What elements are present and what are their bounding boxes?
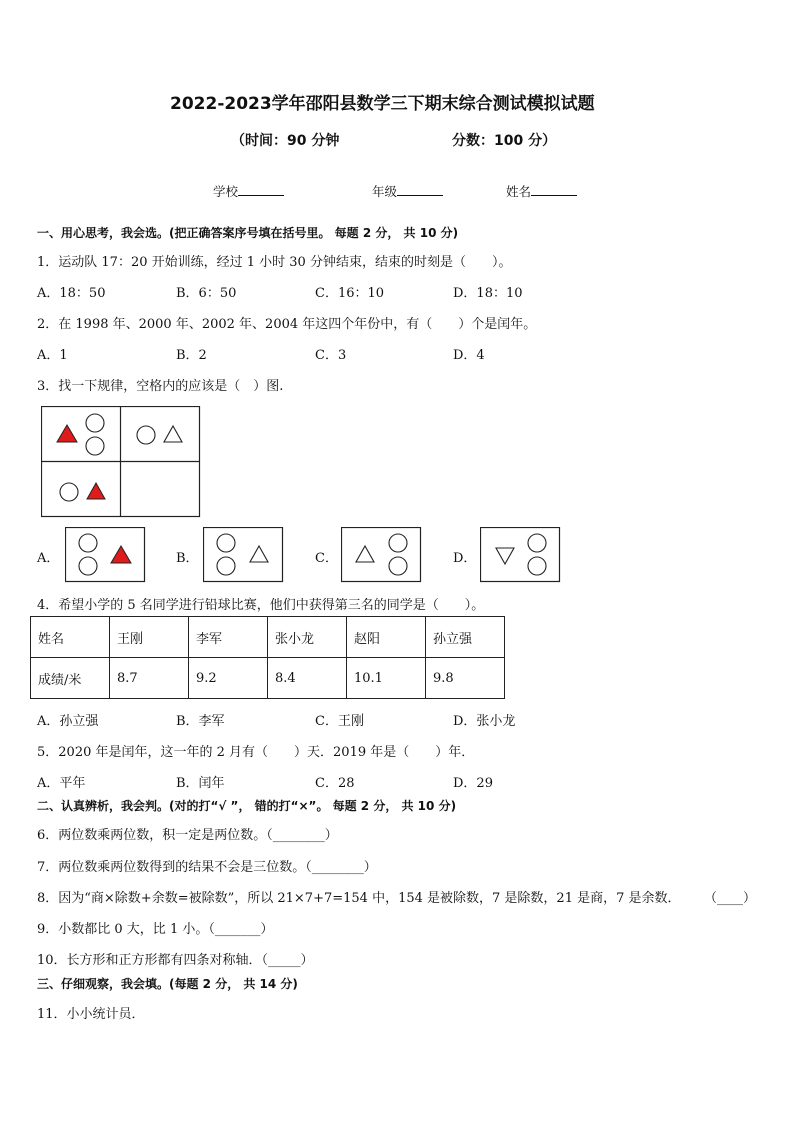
section3-heading: 三、仔细观察，我会填。(每题 2 分， 共 14 分) — [37, 977, 298, 991]
q1-option-d[interactable]: D．18：10 — [453, 286, 523, 301]
table-header-cell: 赵阳 — [347, 617, 426, 658]
exam-score: 分数：100 分） — [452, 133, 557, 149]
q3-option-d-label[interactable]: D． — [453, 551, 477, 566]
question-11: 11．小小统计员． — [37, 1007, 145, 1022]
q4-option-b[interactable]: B．李军 — [176, 714, 225, 729]
question-2: 2．在 1998 年、2000 年、2002 年、2004 年这四个年份中，有（ ）个是闰年。 — [37, 317, 537, 332]
q1-option-a[interactable]: A．18：50 — [37, 286, 106, 301]
table-header-cell: 李军 — [189, 617, 268, 658]
q1-option-b[interactable]: B．6：50 — [176, 286, 237, 301]
q5-option-d[interactable]: D．29 — [453, 776, 493, 791]
table-cell: 成绩/米 — [31, 658, 110, 699]
table-header-cell: 孙立强 — [426, 617, 505, 658]
q5-option-c[interactable]: C．28 — [315, 776, 355, 791]
q3-option-c-label[interactable]: C． — [315, 551, 338, 566]
table-cell: 8.7 — [110, 658, 189, 699]
q3-option-a-label[interactable]: A． — [37, 551, 60, 566]
triangle-icon — [250, 546, 268, 562]
question-4: 4．希望小学的 5 名同学进行铅球比赛，他们中获得第三名的同学是（ ）。 — [37, 598, 485, 613]
q2-option-b[interactable]: B．2 — [176, 348, 207, 363]
circle-icon — [528, 557, 546, 575]
q4-option-c[interactable]: C．王刚 — [315, 714, 364, 729]
q2-option-a[interactable]: A．1 — [37, 348, 68, 363]
q3-option-a-figure[interactable] — [65, 527, 146, 583]
question-3: 3．找一下规律，空格内的应该是（ ）图. — [37, 379, 284, 394]
triangle-red-icon — [57, 425, 77, 442]
section1-heading: 一、用心思考，我会选。(把正确答案序号填在括号里。 每题 2 分， 共 10 分) — [37, 226, 459, 240]
name-field — [506, 182, 577, 200]
grade-blank[interactable] — [397, 183, 443, 196]
question-7: 7．两位数乘两位数得到的结果不会是三位数。（________） — [37, 860, 377, 875]
circle-icon — [389, 557, 407, 575]
question-10: 10．长方形和正方形都有四条对称轴．（_____） — [37, 953, 314, 968]
triangle-icon — [164, 426, 182, 442]
name-label: 姓名 — [506, 184, 532, 199]
table-header-cell: 张小龙 — [268, 617, 347, 658]
circle-icon — [217, 557, 235, 575]
circle-icon — [217, 534, 235, 552]
question-5: 5．2020 年是闰年，这一年的 2 月有（ ）天．2019 年是（ ）年． — [37, 745, 475, 760]
pattern-grid — [41, 406, 201, 518]
q4-option-d[interactable]: D．张小龙 — [453, 714, 516, 729]
triangle-red-icon — [111, 546, 131, 563]
circle-icon — [86, 414, 104, 432]
school-field — [213, 182, 284, 200]
circle-icon — [137, 426, 155, 444]
school-blank[interactable] — [238, 183, 284, 196]
q4-option-a[interactable]: A．孙立强 — [37, 714, 99, 729]
q8-answer-blank[interactable]: （____） — [704, 891, 757, 906]
q2-option-d[interactable]: D．4 — [453, 348, 485, 363]
triangle-icon — [356, 546, 374, 562]
q5-option-b[interactable]: B．闰年 — [176, 776, 225, 791]
triangle-red-icon — [87, 483, 105, 499]
q1-option-c[interactable]: C．16：10 — [315, 286, 385, 301]
exam-time: （时间：90 分钟 — [231, 133, 340, 149]
q3-option-d-figure[interactable] — [480, 527, 561, 583]
table-header-row — [31, 617, 505, 658]
question-9: 9．小数都比 0 大，比 1 小。（_______） — [37, 922, 274, 937]
q3-option-c-figure[interactable] — [341, 527, 422, 583]
q3-option-b-figure[interactable] — [203, 527, 284, 583]
page-title: 2022-2023学年邵阳县数学三下期末综合测试模拟试题 — [170, 94, 595, 114]
q5-option-a[interactable]: A．平年 — [37, 776, 86, 791]
circle-icon — [60, 483, 78, 501]
circle-icon — [528, 534, 546, 552]
q2-option-c[interactable]: C．3 — [315, 348, 347, 363]
circle-icon — [79, 534, 97, 552]
table-cell: 9.2 — [189, 658, 268, 699]
school-label: 学校 — [213, 184, 239, 199]
q3-option-b-label[interactable]: B． — [176, 551, 199, 566]
score-table — [30, 616, 505, 699]
triangle-down-icon — [496, 548, 514, 564]
table-header-cell: 王刚 — [110, 617, 189, 658]
grade-label: 年级 — [372, 184, 398, 199]
table-cell: 10.1 — [347, 658, 426, 699]
grade-field — [372, 182, 443, 200]
table-row — [31, 658, 505, 699]
question-1: 1．运动队 17：20 开始训练，经过 1 小时 30 分钟结束，结束的时刻是（ ）。 — [37, 255, 512, 270]
question-6: 6．两位数乘两位数，积一定是两位数。（________） — [37, 828, 338, 843]
name-blank[interactable] — [531, 183, 577, 196]
table-cell: 8.4 — [268, 658, 347, 699]
table-header-cell: 姓名 — [31, 617, 110, 658]
question-8: 8．因为“商×除数+余数=被除数”，所以 21×7+7=154 中，154 是被除数，7 是除数，21 是商，7 是余数． — [37, 891, 681, 906]
table-cell: 9.8 — [426, 658, 505, 699]
circle-icon — [86, 437, 104, 455]
circle-icon — [79, 557, 97, 575]
circle-icon — [389, 534, 407, 552]
section2-heading: 二、认真辨析，我会判。(对的打“√ ”， 错的打“×”。 每题 2 分， 共 10 分) — [37, 799, 457, 813]
